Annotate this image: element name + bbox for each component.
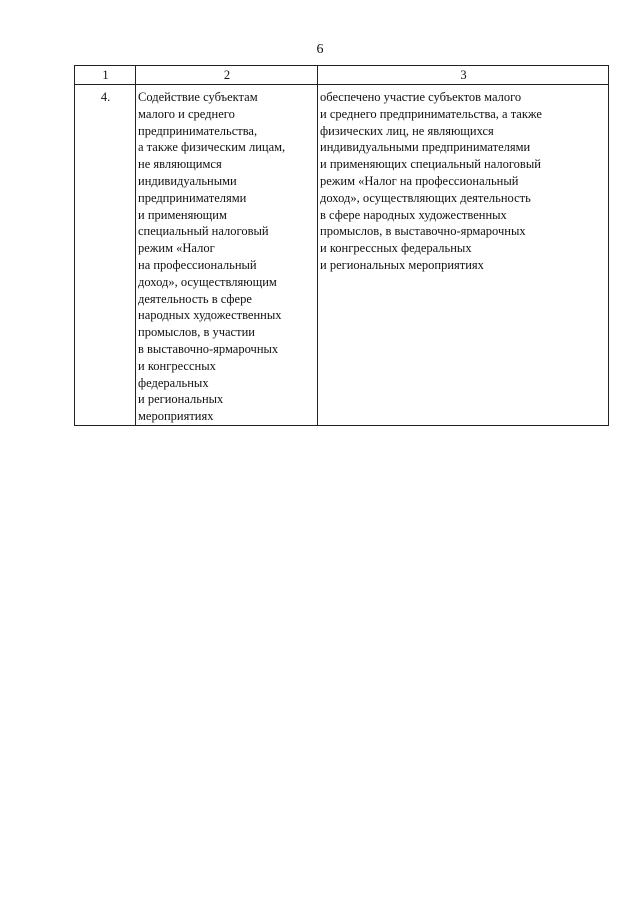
result-line: и конгрессных федеральных <box>320 241 472 256</box>
result-line: промыслов, в выставочно-ярмарочных <box>320 224 526 239</box>
description-line: промыслов, в участии <box>138 325 255 340</box>
column-header-3: 3 <box>318 66 609 85</box>
result-line: индивидуальными предпринимателями <box>320 140 531 155</box>
column-header-1: 1 <box>75 66 136 85</box>
result-line: режим «Налог на профессиональный <box>320 173 519 188</box>
description-line: федеральных <box>138 375 209 390</box>
description-line: не являющимся <box>138 157 222 172</box>
description-line: и конгрессных <box>138 358 216 373</box>
description-line: а также физическим лицам, <box>138 140 286 155</box>
table-row <box>75 85 609 426</box>
row-number: 4. <box>75 85 136 426</box>
description-line: и применяющим <box>138 207 227 222</box>
measure-result-cell <box>318 85 609 426</box>
description-line: малого и среднего <box>138 106 235 121</box>
description-line: Содействие субъектам <box>138 90 258 104</box>
description-line: специальный налоговый <box>138 224 269 239</box>
page-number: 6 <box>316 42 324 57</box>
description-line: на профессиональный <box>138 257 257 272</box>
events-table <box>74 65 609 426</box>
result-line: и региональных мероприятиях <box>320 257 484 272</box>
result-line: и применяющих специальный налоговый <box>320 157 541 172</box>
result-line: в сфере народных художественных <box>320 207 507 222</box>
measure-description-cell <box>136 85 318 426</box>
table-header-row <box>75 66 609 85</box>
result-line: и среднего предпринимательства, а также <box>320 106 542 121</box>
description-line: предпринимателями <box>138 190 247 205</box>
result-line: обеспечено участие субъектов малого <box>320 90 522 104</box>
column-header-2: 2 <box>136 66 318 85</box>
description-line: доход», осуществляющим <box>138 274 277 289</box>
description-line: в выставочно-ярмарочных <box>138 341 279 356</box>
result-line: физических лиц, не являющихся <box>320 123 494 138</box>
description-line: режим «Налог <box>138 241 215 256</box>
description-line: и региональных <box>138 392 224 407</box>
description-line: предпринимательства, <box>138 123 258 138</box>
description-line: индивидуальными <box>138 173 237 188</box>
description-line: мероприятиях <box>138 409 214 424</box>
description-line: деятельность в сфере <box>138 291 252 306</box>
result-line: доход», осуществляющих деятельность <box>320 190 531 205</box>
description-line: народных художественных <box>138 308 282 323</box>
